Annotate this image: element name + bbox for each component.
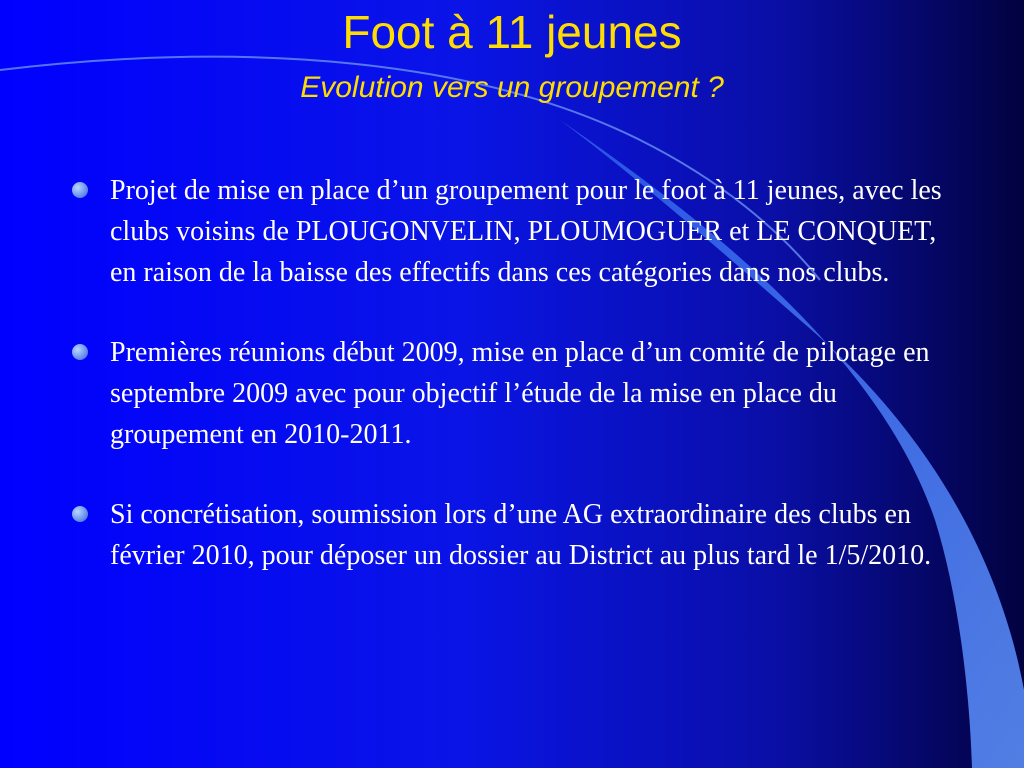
bullet-item (72, 494, 962, 576)
bullet-item (72, 332, 962, 455)
bullet-text: Premières réunions début 2009, mise en place d’un comité de pilotage en septembre 2009 avec pour objectif l’étude de la mise en place du groupement en 2010-2011. (110, 337, 930, 450)
slide-title: Foot à 11 jeunes (342, 6, 682, 58)
bullet-dot-icon (72, 506, 88, 522)
bullet-item (72, 170, 962, 293)
bullet-list (72, 170, 962, 576)
bullet-dot-icon (72, 344, 88, 360)
bullet-dot-icon (72, 182, 88, 198)
slide-subtitle: Evolution vers un groupement ? (300, 71, 724, 104)
bullet-text: Projet de mise en place d’un groupement pour le foot à 11 jeunes, avec les clubs voisins de PLOUGONVELIN, PLOUMOGUER et LE CONQUET, en raison de la baisse des effectifs dans ces catégories dans nos clubs. (110, 175, 942, 288)
slide-content (72, 170, 962, 615)
bullet-text: Si concrétisation, soumission lors d’une AG extraordinaire des clubs en février 2010, pour déposer un dossier au District au plus tard le 1/5/2010. (110, 499, 932, 571)
